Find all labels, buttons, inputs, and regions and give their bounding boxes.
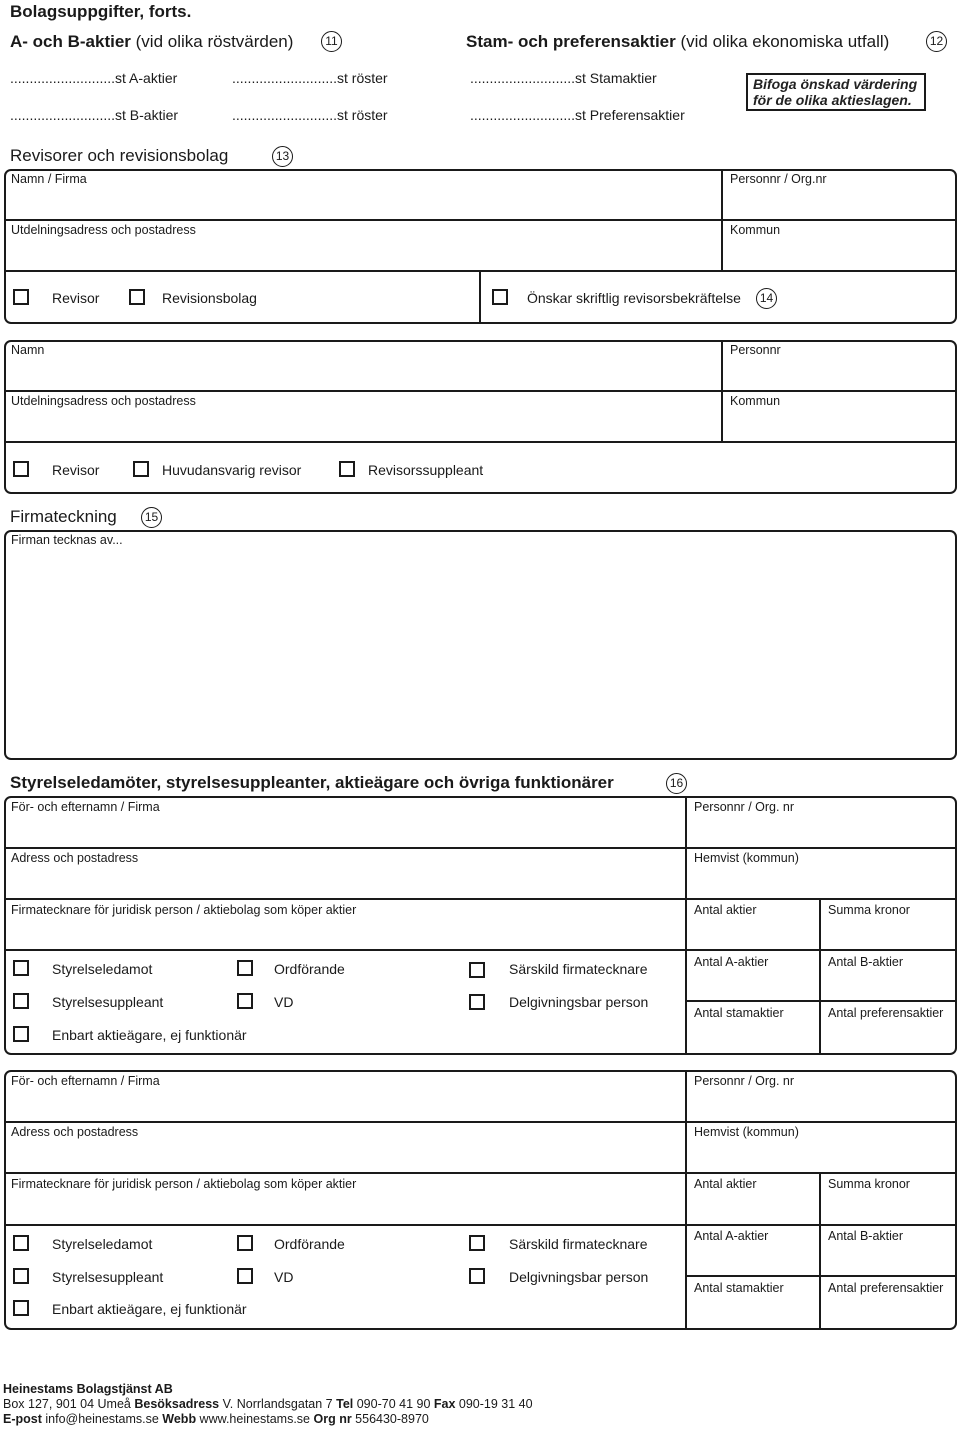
huvudansvarig-checkbox-label: Huvudansvarig revisor <box>162 462 302 478</box>
styrelse-1-suppleant-checkbox[interactable] <box>13 993 29 1009</box>
section-11-number: 11 <box>321 31 342 52</box>
styrelse-1-firmatecknare-label: Firmatecknare för juridisk person / aktiebolag som köper aktier <box>11 903 357 917</box>
footer-line-3 <box>3 1412 429 1427</box>
revisor-1-name-label: Namn / Firma <box>11 172 87 186</box>
styrelse-2-vd-label: VD <box>274 1269 294 1285</box>
styrelse-1-id-label: Personnr / Org. nr <box>694 800 795 814</box>
revisor-2-id-label: Personnr <box>730 343 781 357</box>
styrelse-1-antal-b-label: Antal B-aktier <box>828 955 904 969</box>
styrelse-1-hdivider-d <box>686 1000 956 1002</box>
section-11-title-rest: (vid olika röstvärden) <box>130 32 294 51</box>
styrelse-2-enbart-checkbox[interactable] <box>13 1300 29 1316</box>
styrelse-2-suppleant-checkbox[interactable] <box>13 1268 29 1284</box>
styrelse-1-antal-aktier-label: Antal aktier <box>694 903 757 917</box>
styrelse-2-hdivider-a <box>5 1121 956 1123</box>
styrelse-1-antal-pref-label: Antal preferensaktier <box>828 1006 944 1020</box>
section-14-number: 14 <box>756 288 777 309</box>
revisor-box-2-hdivider-a <box>5 390 956 392</box>
styrelse-1-ordforande-checkbox[interactable] <box>237 960 253 976</box>
styrelse-1-sarskild-checkbox[interactable] <box>469 962 485 978</box>
footer-epost-label: E-post <box>3 1412 42 1426</box>
revisor-box-2-hdivider-b <box>5 441 956 443</box>
styrelse-2-hdivider-c <box>5 1224 956 1226</box>
firmateckning-box[interactable] <box>4 530 957 760</box>
revisor-box-1-vdivider-2 <box>479 271 481 323</box>
valuation-note-line2: för de olika aktieslagen. <box>753 92 912 108</box>
section-12-title <box>466 32 889 52</box>
styrelse-1-hdivider-c <box>5 949 956 951</box>
styrelse-2-styrelseledamot-label: Styrelseledamot <box>52 1236 153 1252</box>
styrelse-2-suppleant-label: Styrelsesuppleant <box>52 1269 164 1285</box>
styrelse-1-sarskild-label: Särskild firmatecknare <box>509 961 648 977</box>
styrelse-1-hdivider-a <box>5 847 956 849</box>
revisorssuppleant-checkbox[interactable] <box>339 461 355 477</box>
styrelse-2-ordforande-checkbox[interactable] <box>237 1235 253 1251</box>
styrelse-1-enbart-label: Enbart aktieägare, ej funktionär <box>52 1027 247 1043</box>
styrelse-2-antal-stam-label: Antal stamaktier <box>694 1281 784 1295</box>
section-16-number: 16 <box>666 773 687 794</box>
styrelse-2-antal-pref-label: Antal preferensaktier <box>828 1281 944 1295</box>
onskar-bekraftelse-label: Önskar skriftlig revisorsbekräftelse <box>527 290 741 306</box>
styrelse-2-vdivider-2 <box>819 1173 821 1329</box>
styrelse-2-vdivider <box>685 1071 687 1329</box>
footer-line-2 <box>3 1397 533 1412</box>
styrelse-2-hdivider-d <box>686 1275 956 1277</box>
footer-address: Box 127, 901 04 Umeå <box>3 1397 135 1411</box>
section-12-number: 12 <box>926 31 947 52</box>
styrelse-1-hdivider-b <box>5 898 956 900</box>
revisor-2-address-label: Utdelningsadress och postadress <box>11 394 196 408</box>
styrelse-2-antal-aktier-label: Antal aktier <box>694 1177 757 1191</box>
page-title: Bolagsuppgifter, forts. <box>10 2 192 21</box>
footer-webb-label: Webb <box>162 1412 197 1426</box>
styrelse-2-delgivning-label: Delgivningsbar person <box>509 1269 649 1285</box>
revisor-checkbox-label: Revisor <box>52 290 100 306</box>
styrelse-1-vd-checkbox[interactable] <box>237 993 253 1009</box>
styrelse-1-vdivider-2 <box>819 899 821 1054</box>
styrelse-block-2 <box>4 1070 957 1330</box>
huvudansvarig-checkbox[interactable] <box>133 461 149 477</box>
st-stamaktier-field[interactable]: ...........................st Stamaktier <box>470 70 657 86</box>
styrelse-2-vd-checkbox[interactable] <box>237 1268 253 1284</box>
styrelse-2-id-label: Personnr / Org. nr <box>694 1074 795 1088</box>
styrelse-1-hemvist-label: Hemvist (kommun) <box>694 851 799 865</box>
styrelse-1-styrelseledamot-checkbox[interactable] <box>13 960 29 976</box>
section-12-title-bold: Stam- och preferensaktier <box>466 32 676 51</box>
section-11-title-bold: A- och B-aktier <box>10 32 131 51</box>
st-b-aktier-field[interactable]: ...........................st B-aktier <box>10 107 179 123</box>
styrelse-2-styrelseledamot-checkbox[interactable] <box>13 1235 29 1251</box>
footer-company: Heinestams Bolagstjänst AB <box>3 1382 173 1396</box>
styrelse-2-sarskild-label: Särskild firmatecknare <box>509 1236 648 1252</box>
revisor-box-1-hdivider-a <box>5 219 956 221</box>
styrelse-1-antal-stam-label: Antal stamaktier <box>694 1006 784 1020</box>
revisor-2-name-label: Namn <box>11 343 45 357</box>
styrelse-1-name-label: För- och efternamn / Firma <box>11 800 160 814</box>
styrelse-1-summa-label: Summa kronor <box>828 903 910 917</box>
firmateckning-label: Firman tecknas av... <box>11 533 123 547</box>
styrelse-2-sarskild-checkbox[interactable] <box>469 1235 485 1251</box>
styrelse-block-1 <box>4 796 957 1055</box>
revisor-1-kommun-label: Kommun <box>730 223 781 237</box>
styrelse-1-vd-label: VD <box>274 994 294 1010</box>
footer-epost-value: info@heinestams.se <box>41 1412 163 1426</box>
footer-besok-label: Besöksadress <box>134 1397 220 1411</box>
footer-webb-value: www.heinestams.se <box>196 1412 314 1426</box>
styrelse-1-styrelseledamot-label: Styrelseledamot <box>52 961 153 977</box>
st-roster-b-field[interactable]: ...........................st röster <box>232 107 388 123</box>
styrelse-2-delgivning-checkbox[interactable] <box>469 1268 485 1284</box>
styrelse-1-delgivning-label: Delgivningsbar person <box>509 994 649 1010</box>
firmateckning-title: Firmateckning <box>10 507 117 526</box>
styrelse-2-enbart-label: Enbart aktieägare, ej funktionär <box>52 1301 247 1317</box>
footer-besok-value: V. Norrlandsgatan 7 <box>219 1397 337 1411</box>
footer-orgnr-value: 556430-8970 <box>351 1412 429 1426</box>
revisor-2-kommun-label: Kommun <box>730 394 781 408</box>
footer-tel-value: 090-70 41 90 <box>353 1397 434 1411</box>
st-a-aktier-field[interactable]: ...........................st A-aktier <box>10 70 178 86</box>
valuation-note <box>746 73 926 111</box>
styrelse-2-ordforande-label: Ordförande <box>274 1236 345 1252</box>
footer-fax-label: Fax <box>433 1397 456 1411</box>
onskar-bekraftelse-checkbox[interactable] <box>492 289 508 305</box>
styrelse-1-enbart-checkbox[interactable] <box>13 1026 29 1042</box>
styrelse-2-firmatecknare-label: Firmatecknare för juridisk person / aktiebolag som köper aktier <box>11 1177 357 1191</box>
styrelse-1-suppleant-label: Styrelsesuppleant <box>52 994 164 1010</box>
st-roster-a-field[interactable]: ...........................st röster <box>232 70 388 86</box>
revisor-2-checkbox-label: Revisor <box>52 462 100 478</box>
styrelse-title: Styrelseledamöter, styrelsesuppleanter, aktieägare och övriga funktionärer <box>10 773 614 792</box>
styrelse-1-antal-a-label: Antal A-aktier <box>694 955 769 969</box>
styrelse-2-address-label: Adress och postadress <box>11 1125 139 1139</box>
revisor-checkbox[interactable] <box>13 289 29 305</box>
section-12-title-rest: (vid olika ekonomiska utfall) <box>675 32 890 51</box>
styrelse-2-name-label: För- och efternamn / Firma <box>11 1074 160 1088</box>
revisor-2-checkbox[interactable] <box>13 461 29 477</box>
section-15-number: 15 <box>141 507 162 528</box>
revisor-1-address-label: Utdelningsadress och postadress <box>11 223 196 237</box>
styrelse-1-ordforande-label: Ordförande <box>274 961 345 977</box>
valuation-note-line1: Bifoga önskad värdering <box>753 76 918 92</box>
styrelse-2-hdivider-b <box>5 1172 956 1174</box>
revisionsbolag-checkbox[interactable] <box>129 289 145 305</box>
st-preferensaktier-field[interactable]: ...........................st Preferensaktier <box>470 107 685 123</box>
styrelse-2-hemvist-label: Hemvist (kommun) <box>694 1125 799 1139</box>
styrelse-1-address-label: Adress och postadress <box>11 851 139 865</box>
styrelse-1-vdivider <box>685 797 687 1054</box>
styrelse-2-antal-b-label: Antal B-aktier <box>828 1229 904 1243</box>
footer-tel-label: Tel <box>336 1397 354 1411</box>
footer-orgnr-label: Org nr <box>313 1412 352 1426</box>
styrelse-1-delgivning-checkbox[interactable] <box>469 994 485 1010</box>
section-11-title <box>10 32 293 52</box>
styrelse-2-antal-a-label: Antal A-aktier <box>694 1229 769 1243</box>
revisorssuppleant-checkbox-label: Revisorssuppleant <box>368 462 484 478</box>
footer-fax-value: 090-19 31 40 <box>455 1397 533 1411</box>
revisionsbolag-checkbox-label: Revisionsbolag <box>162 290 257 306</box>
styrelse-2-summa-label: Summa kronor <box>828 1177 910 1191</box>
section-13-number: 13 <box>272 146 293 167</box>
revisor-1-id-label: Personnr / Org.nr <box>730 172 827 186</box>
revisorer-title: Revisorer och revisionsbolag <box>10 146 229 165</box>
